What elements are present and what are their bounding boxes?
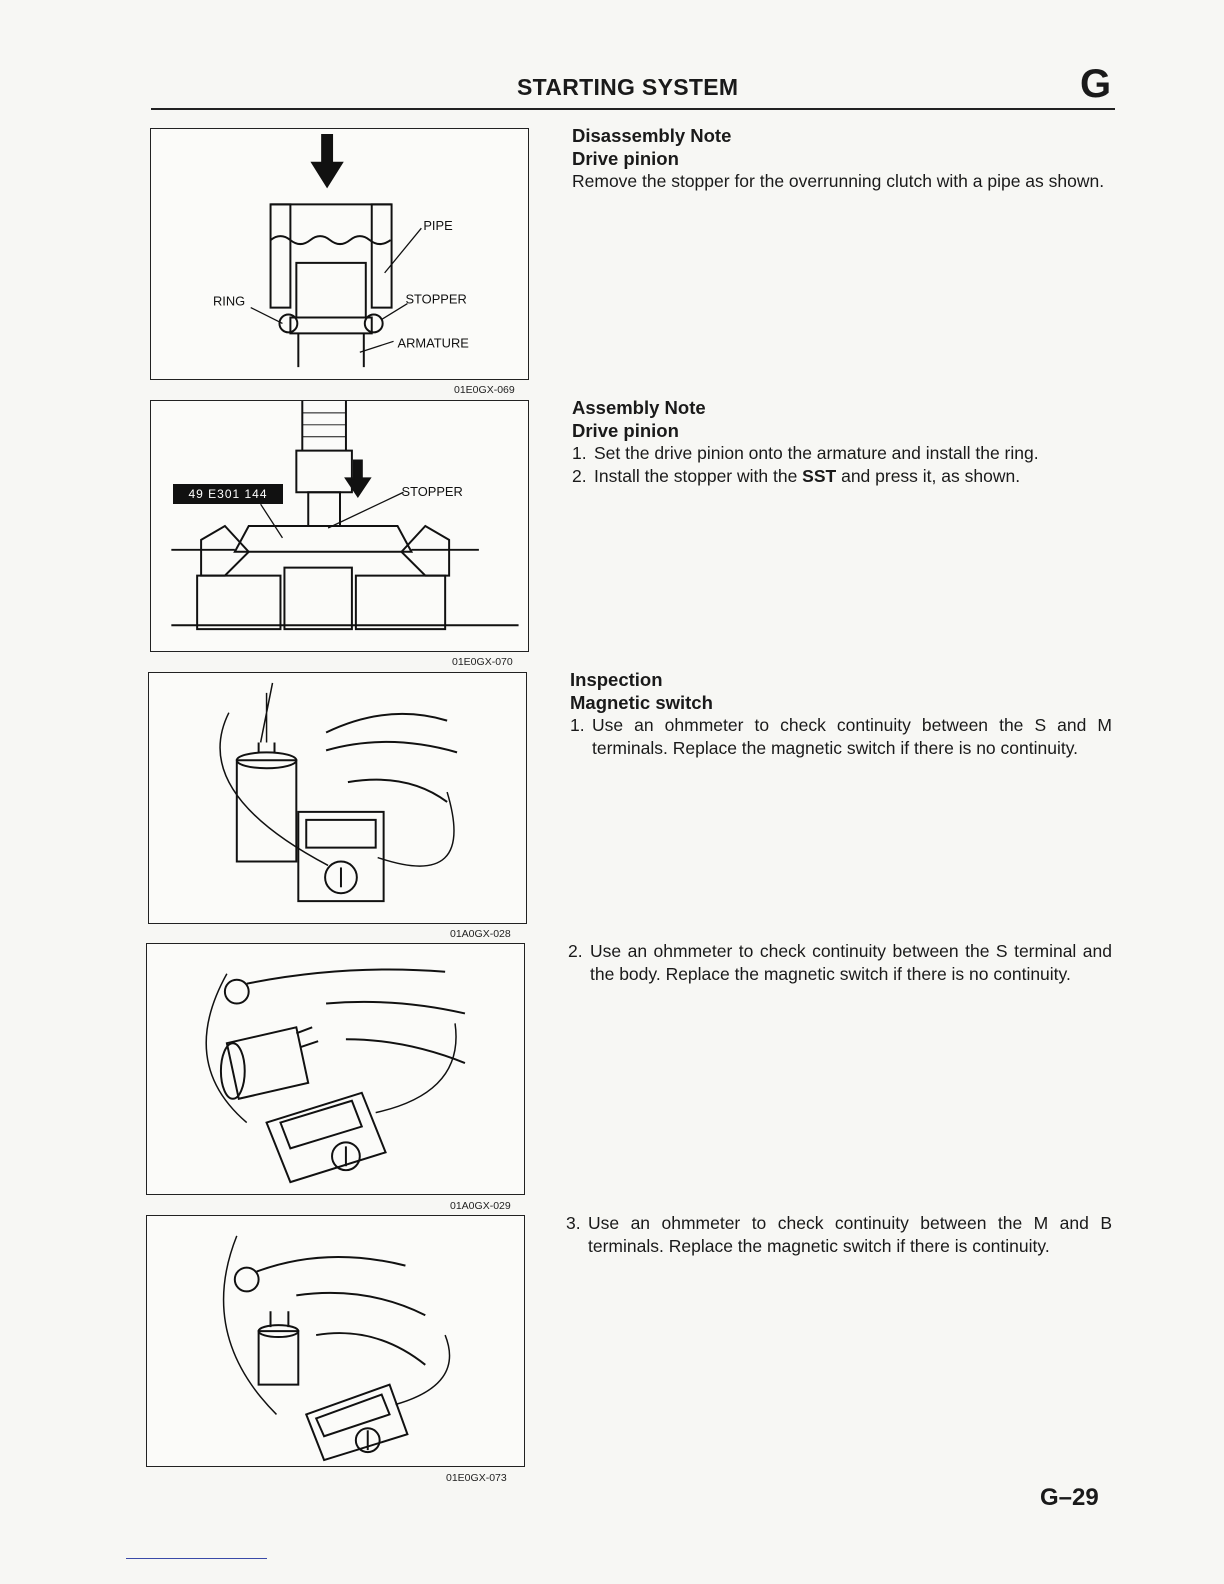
step-item bbox=[572, 442, 1114, 465]
stopper-label: STOPPER bbox=[405, 291, 467, 307]
armature-label: ARMATURE bbox=[397, 335, 469, 351]
sst-press-diagram bbox=[151, 401, 528, 651]
pipe-stopper-diagram bbox=[151, 129, 528, 379]
figure-pipe-stopper bbox=[150, 128, 529, 380]
step-text-post: and press it, as shown. bbox=[836, 466, 1021, 486]
page-title: STARTING SYSTEM bbox=[517, 74, 739, 100]
step-number: 1. bbox=[570, 715, 585, 735]
inspection-step-3 bbox=[566, 1212, 1112, 1258]
disassembly-section bbox=[572, 124, 1114, 193]
pipe-label: PIPE bbox=[423, 218, 453, 234]
step-text: Set the drive pinion onto the armature and install the ring. bbox=[594, 443, 1039, 463]
figure-continuity-s-body bbox=[146, 943, 525, 1195]
page-number: G–29 bbox=[1040, 1484, 1099, 1511]
bottom-edge-line bbox=[126, 1558, 267, 1559]
step-text bbox=[594, 465, 1114, 488]
figure-code: 01E0GX-070 bbox=[452, 656, 513, 668]
step-number: 2. bbox=[568, 941, 583, 961]
step-text: Use an ohmmeter to check continuity between the M and B terminals. Replace the magnetic switch if there is continuity. bbox=[588, 1213, 1112, 1256]
step-text: Use an ohmmeter to check continuity between the S terminal and the body. Replace the magnetic switch if there is no continuity. bbox=[590, 941, 1112, 984]
figure-code: 01A0GX-028 bbox=[450, 928, 511, 940]
sst-term: SST bbox=[802, 466, 837, 486]
section-letter: G bbox=[1080, 62, 1112, 106]
inspection-section bbox=[570, 668, 1112, 760]
step-item bbox=[568, 940, 1112, 986]
figure-sst-press bbox=[150, 400, 529, 652]
section-heading: Inspection bbox=[570, 669, 663, 690]
inspection-step-2 bbox=[568, 940, 1112, 986]
figure-code: 01E0GX-073 bbox=[446, 1472, 507, 1484]
step-text-pre: Install the stopper with the bbox=[594, 466, 803, 486]
section-subheading: Magnetic switch bbox=[570, 692, 713, 713]
stopper-label: STOPPER bbox=[401, 484, 463, 500]
step-number: 3. bbox=[566, 1213, 581, 1233]
section-subheading: Drive pinion bbox=[572, 148, 679, 169]
section-heading: Assembly Note bbox=[572, 397, 706, 418]
figure-code: 01A0GX-029 bbox=[450, 1200, 511, 1212]
ohmmeter-s-body-diagram bbox=[147, 944, 524, 1194]
figure-code: 01E0GX-069 bbox=[454, 384, 515, 396]
step-item bbox=[572, 465, 1114, 488]
step-text: Use an ohmmeter to check continuity between the S and M terminals. Replace the magnetic switch if there is no continuity. bbox=[592, 715, 1112, 758]
section-heading: Disassembly Note bbox=[572, 125, 732, 146]
assembly-section bbox=[572, 396, 1114, 488]
ohmmeter-m-b-diagram bbox=[147, 1216, 524, 1466]
header-rule bbox=[151, 108, 1115, 110]
step-item bbox=[566, 1212, 1112, 1258]
section-subheading: Drive pinion bbox=[572, 420, 679, 441]
figure-continuity-s-m bbox=[148, 672, 527, 924]
figure-continuity-m-b bbox=[146, 1215, 525, 1467]
press-arrow-icon bbox=[346, 461, 370, 497]
section-body: Remove the stopper for the overrunning clutch with a pipe as shown. bbox=[572, 171, 1105, 191]
press-arrow-icon bbox=[312, 135, 342, 187]
step-item bbox=[570, 714, 1112, 760]
step-number: 1. bbox=[572, 443, 587, 463]
ohmmeter-s-m-diagram bbox=[149, 673, 526, 923]
sst-tool-label: 49 E301 144 bbox=[173, 484, 283, 504]
ring-label: RING bbox=[213, 293, 246, 309]
step-number: 2. bbox=[572, 466, 587, 486]
